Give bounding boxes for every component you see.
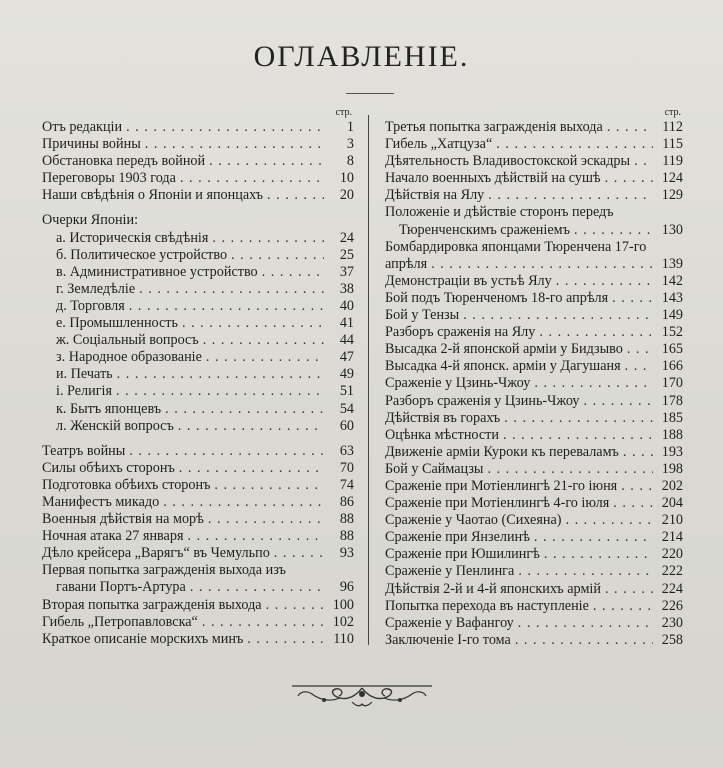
entry-label: Бой подъ Тюренченомъ 18-го апрѣля bbox=[385, 289, 609, 306]
entry-page: 165 bbox=[661, 341, 683, 358]
leader-dots bbox=[625, 358, 653, 375]
entry-label: ж. Соціальный вопросъ bbox=[56, 332, 199, 349]
leader-dots bbox=[623, 444, 653, 461]
leader-dots bbox=[518, 563, 653, 580]
toc-entry[interactable] bbox=[42, 545, 354, 562]
leader-dots bbox=[274, 545, 324, 562]
toc-entry[interactable] bbox=[385, 512, 683, 529]
entry-label: Дѣйствія въ горахъ bbox=[385, 409, 501, 426]
entry-label-line2: гавани Портъ-Артура bbox=[56, 579, 186, 596]
toc-entry[interactable] bbox=[385, 410, 683, 427]
toc-group-land bbox=[385, 273, 683, 649]
leader-dots bbox=[208, 511, 324, 528]
entry-label: Дѣятельность Владивостокской эскадры bbox=[385, 153, 631, 170]
toc-entry[interactable] bbox=[42, 349, 354, 366]
toc-entry[interactable] bbox=[385, 204, 683, 238]
toc-entry[interactable] bbox=[42, 264, 354, 281]
toc-entry[interactable] bbox=[42, 247, 354, 264]
leader-dots bbox=[627, 341, 653, 358]
entry-label-line1: Положеніе и дѣйствіе сторонъ передъ bbox=[385, 204, 614, 221]
entry-label: Театръ войны bbox=[42, 442, 126, 459]
toc-entry[interactable] bbox=[42, 136, 354, 153]
toc-entry[interactable] bbox=[385, 187, 683, 204]
toc-entry[interactable] bbox=[385, 341, 683, 358]
toc-group-war bbox=[42, 443, 354, 563]
leader-dots bbox=[206, 349, 324, 366]
leader-dots bbox=[487, 461, 653, 478]
leader-dots bbox=[126, 119, 324, 136]
entry-page: 143 bbox=[661, 289, 683, 306]
entry-page: 51 bbox=[339, 383, 354, 400]
leader-dots bbox=[231, 247, 324, 264]
entry-page: 220 bbox=[661, 546, 683, 563]
entry-label: Высадка 2-й японской арміи у Бидзыво bbox=[385, 341, 623, 358]
entry-label: Гибель „Хатцуза“ bbox=[385, 136, 493, 153]
entry-page: 86 bbox=[339, 493, 354, 510]
toc-entry[interactable] bbox=[385, 529, 683, 546]
toc-entry[interactable] bbox=[42, 170, 354, 187]
entry-label: е. Промышленность bbox=[56, 315, 178, 332]
leader-dots bbox=[262, 264, 324, 281]
entry-row bbox=[385, 222, 683, 239]
leader-dots bbox=[116, 383, 324, 400]
toc-entry[interactable] bbox=[385, 375, 683, 392]
toc-entry[interactable] bbox=[42, 281, 354, 298]
entry-page: 38 bbox=[339, 280, 354, 297]
entry-page: 152 bbox=[661, 324, 683, 341]
entry-label: Краткое описаніе морскихъ минъ bbox=[42, 630, 244, 647]
toc-entry[interactable] bbox=[385, 324, 683, 341]
leader-dots bbox=[247, 631, 324, 648]
spacer bbox=[42, 435, 354, 443]
entry-row bbox=[42, 579, 354, 596]
leader-dots bbox=[605, 170, 653, 187]
entry-label: Сраженіе при Юшилингѣ bbox=[385, 546, 540, 563]
entry-page: 202 bbox=[661, 477, 683, 494]
toc-group-war-cont bbox=[385, 119, 683, 204]
entry-label: Военныя дѣйствія на морѣ bbox=[42, 511, 204, 528]
entry-label: Третья попытка загражденія выхода bbox=[385, 119, 603, 135]
entry-label: Бой у Тензы bbox=[385, 307, 460, 324]
entry-label: Дѣйствія на Ялу bbox=[385, 187, 485, 204]
leader-dots bbox=[534, 375, 653, 392]
toc-entry[interactable] bbox=[385, 119, 683, 136]
toc-right-column bbox=[385, 106, 683, 649]
entry-page: 129 bbox=[661, 187, 683, 204]
entry-page: 100 bbox=[332, 596, 354, 613]
toc-entry[interactable] bbox=[385, 290, 683, 307]
entry-page: 139 bbox=[661, 255, 683, 272]
entry-page: 93 bbox=[339, 545, 354, 562]
entry-label: Сраженіе при Мотіенлингѣ 21-го іюня bbox=[385, 477, 618, 494]
toc-entry[interactable] bbox=[42, 230, 354, 247]
entry-page: 24 bbox=[339, 229, 354, 246]
leader-dots bbox=[165, 401, 324, 418]
page-column-label: стр. bbox=[335, 107, 352, 118]
leader-dots bbox=[612, 290, 653, 307]
toc-entry[interactable] bbox=[385, 546, 683, 563]
entry-label: в. Административное устройство bbox=[56, 263, 258, 280]
toc-entry[interactable] bbox=[385, 153, 683, 170]
entry-page: 170 bbox=[661, 375, 683, 392]
leader-dots bbox=[488, 187, 653, 204]
toc-entry[interactable] bbox=[42, 511, 354, 528]
entry-page: 88 bbox=[339, 511, 354, 528]
entry-page: 258 bbox=[661, 631, 683, 648]
toc-entry[interactable] bbox=[385, 615, 683, 632]
entry-page: 8 bbox=[346, 153, 354, 170]
entry-label: Заключеніе I-го тома bbox=[385, 631, 511, 648]
entry-page: 166 bbox=[661, 358, 683, 375]
entry-label-line1: Бомбардировка японцами Тюренчена 17-го bbox=[385, 238, 647, 255]
entry-page: 96 bbox=[339, 579, 354, 596]
entry-page: 124 bbox=[661, 170, 683, 187]
entry-page: 88 bbox=[339, 528, 354, 545]
entry-page: 44 bbox=[339, 332, 354, 349]
entry-label: Сраженіе при Янзелинѣ bbox=[385, 529, 530, 546]
entry-page: 25 bbox=[339, 246, 354, 263]
leader-dots bbox=[182, 315, 324, 332]
entry-label: Ночная атака 27 января bbox=[42, 528, 184, 545]
leader-dots bbox=[163, 494, 324, 511]
title-underline bbox=[346, 93, 394, 94]
entry-page: 226 bbox=[661, 597, 683, 614]
entry-label: і. Религія bbox=[56, 383, 112, 400]
entry-label: Силы обѣихъ сторонъ bbox=[42, 459, 175, 476]
leader-dots bbox=[496, 136, 653, 153]
entry-page: 188 bbox=[661, 426, 683, 443]
entry-page: 112 bbox=[662, 119, 683, 135]
entry-page: 214 bbox=[661, 529, 683, 546]
toc-entry[interactable] bbox=[42, 477, 354, 494]
toc-entry[interactable] bbox=[42, 298, 354, 315]
entry-label: Дѣло крейсера „Варягъ“ въ Чемульпо bbox=[42, 545, 270, 562]
toc-entry[interactable] bbox=[385, 478, 683, 495]
page-column-label: стр. bbox=[664, 107, 681, 118]
entry-page: 149 bbox=[661, 307, 683, 324]
entry-label: Гибель „Петропавловска“ bbox=[42, 613, 198, 630]
entry-label: Оцѣнка мѣстности bbox=[385, 426, 499, 443]
leader-dots bbox=[504, 410, 653, 427]
toc-entry[interactable] bbox=[385, 170, 683, 187]
toc-entry[interactable] bbox=[385, 393, 683, 410]
toc-entry[interactable] bbox=[42, 383, 354, 400]
entry-page: 60 bbox=[339, 417, 354, 434]
entry-label: д. Торговля bbox=[56, 297, 125, 314]
entry-page: 47 bbox=[339, 349, 354, 366]
toc-group-intro bbox=[42, 119, 354, 204]
toc-entry[interactable] bbox=[42, 418, 354, 435]
toc-entry[interactable] bbox=[42, 315, 354, 332]
toc-group-sea bbox=[42, 597, 354, 648]
toc-entry[interactable] bbox=[42, 597, 354, 614]
entry-page: 102 bbox=[332, 613, 354, 630]
entry-page: 37 bbox=[339, 263, 354, 280]
toc-entry[interactable] bbox=[42, 366, 354, 383]
entry-label: Манифестъ микадо bbox=[42, 493, 160, 510]
leader-dots bbox=[539, 324, 653, 341]
leader-dots bbox=[129, 443, 324, 460]
toc-entry[interactable] bbox=[42, 562, 354, 596]
leader-dots bbox=[515, 632, 653, 649]
entry-label: Разборъ сраженія у Цзинь-Чжоу bbox=[385, 392, 580, 409]
entry-label: Попытка перехода въ наступленіе bbox=[385, 597, 589, 614]
toc-entry[interactable] bbox=[42, 153, 354, 170]
entry-label: Сраженіе у Вафангоу bbox=[385, 614, 514, 631]
leader-dots bbox=[117, 366, 324, 383]
toc-entry[interactable] bbox=[42, 614, 354, 631]
entry-page: 63 bbox=[339, 442, 354, 459]
leader-dots bbox=[202, 614, 324, 631]
entry-row bbox=[385, 256, 683, 273]
toc-entry[interactable] bbox=[385, 563, 683, 580]
leader-dots bbox=[503, 427, 653, 444]
entry-label: а. Историческія свѣдѣнія bbox=[56, 229, 209, 246]
leader-dots bbox=[518, 615, 653, 632]
entry-page: 119 bbox=[662, 153, 683, 170]
leader-dots bbox=[634, 153, 653, 170]
toc-entry[interactable] bbox=[42, 528, 354, 545]
entry-label: Переговоры 1903 года bbox=[42, 170, 176, 187]
entry-label: Обстановка передъ войной bbox=[42, 153, 206, 170]
leader-dots bbox=[605, 581, 653, 598]
toc-entry[interactable] bbox=[385, 136, 683, 153]
entry-page: 198 bbox=[661, 460, 683, 477]
toc-entry[interactable] bbox=[385, 598, 683, 615]
entry-label: Бой у Саймацзы bbox=[385, 460, 484, 477]
leader-dots bbox=[593, 598, 653, 615]
toc-entry[interactable] bbox=[385, 461, 683, 478]
leader-dots bbox=[145, 136, 324, 153]
leader-dots bbox=[214, 477, 324, 494]
ornament-flourish bbox=[290, 680, 434, 710]
entry-label: л. Женскій вопросъ bbox=[56, 417, 174, 434]
entry-label: Наши свѣдѣнія о Японіи и японцахъ bbox=[42, 187, 264, 204]
entry-page: 110 bbox=[333, 630, 354, 647]
leader-dots bbox=[565, 512, 653, 529]
entry-page: 224 bbox=[661, 580, 683, 597]
entry-page: 185 bbox=[661, 409, 683, 426]
entry-page: 178 bbox=[661, 392, 683, 409]
leader-dots bbox=[266, 597, 324, 614]
entry-label: з. Народное образованіе bbox=[56, 349, 202, 366]
toc-left-column bbox=[42, 106, 354, 648]
entry-label-line1: Первая попытка загражденія выхода изъ bbox=[42, 562, 286, 579]
entry-page: 142 bbox=[661, 272, 683, 289]
entry-page: 193 bbox=[661, 443, 683, 460]
toc-entry[interactable] bbox=[42, 187, 354, 204]
toc-entry[interactable] bbox=[42, 460, 354, 477]
section-heading: Очерки Японіи: bbox=[42, 212, 139, 229]
entry-label: Отъ редакціи bbox=[42, 119, 123, 135]
leader-dots bbox=[129, 298, 324, 315]
toc-entry[interactable] bbox=[42, 631, 354, 648]
toc-group-japan bbox=[42, 230, 354, 435]
entry-label: Начало военныхъ дѣйствій на сушѣ bbox=[385, 170, 601, 187]
entry-label: б. Политическое устройство bbox=[56, 246, 228, 263]
entry-page: 210 bbox=[661, 512, 683, 529]
entry-label: и. Печать bbox=[56, 366, 113, 383]
entry-page: 130 bbox=[661, 221, 683, 238]
entry-page: 40 bbox=[339, 297, 354, 314]
page-title: ОГЛАВЛЕНІЕ. bbox=[253, 40, 470, 73]
leader-dots bbox=[556, 273, 653, 290]
leader-dots bbox=[463, 307, 653, 324]
entry-label: Подготовка обѣихъ сторонъ bbox=[42, 476, 211, 493]
leader-dots bbox=[203, 332, 324, 349]
leader-dots bbox=[613, 495, 653, 512]
leader-dots bbox=[607, 119, 653, 136]
leader-dots bbox=[187, 528, 324, 545]
entry-page: 70 bbox=[339, 459, 354, 476]
entry-label-line2: апрѣля bbox=[385, 255, 428, 272]
entry-page: 74 bbox=[339, 476, 354, 493]
entry-label: Вторая попытка загражденія выхода bbox=[42, 596, 262, 613]
entry-page: 230 bbox=[661, 614, 683, 631]
toc-entry[interactable] bbox=[42, 119, 354, 136]
leader-dots bbox=[574, 222, 653, 239]
entry-label: Демонстраціи въ устьѣ Ялу bbox=[385, 272, 552, 289]
leader-dots bbox=[431, 256, 653, 273]
leader-dots bbox=[212, 230, 324, 247]
toc-entry[interactable] bbox=[42, 332, 354, 349]
entry-label-line2: Тюренченскимъ сраженіемъ bbox=[399, 221, 570, 238]
toc-entry[interactable] bbox=[42, 401, 354, 418]
toc-entry[interactable] bbox=[385, 273, 683, 290]
entry-page: 54 bbox=[339, 400, 354, 417]
entry-label: Причины войны bbox=[42, 136, 141, 153]
toc-entry[interactable] bbox=[385, 307, 683, 324]
entry-label: Сраженіе при Мотіенлингѣ 4-го іюля bbox=[385, 495, 610, 512]
entry-label: Движеніе арміи Куроки къ переваламъ bbox=[385, 443, 619, 460]
leader-dots bbox=[178, 418, 324, 435]
leader-dots bbox=[583, 393, 653, 410]
leader-dots bbox=[179, 460, 324, 477]
entry-label: Сраженіе у Чаотао (Сихеяна) bbox=[385, 512, 562, 529]
entry-label: Разборъ сраженія на Ялу bbox=[385, 324, 536, 341]
entry-label: г. Земледѣліе bbox=[56, 280, 136, 297]
toc-entry[interactable] bbox=[42, 494, 354, 511]
entry-label: к. Бытъ японцевъ bbox=[56, 400, 162, 417]
entry-page: 115 bbox=[662, 136, 683, 153]
entry-label: Сраженіе у Цзинь-Чжоу bbox=[385, 375, 531, 392]
leader-dots bbox=[544, 546, 653, 563]
leader-dots bbox=[180, 170, 324, 187]
toc-entry[interactable] bbox=[385, 632, 683, 649]
toc-entry[interactable] bbox=[385, 427, 683, 444]
entry-page: 49 bbox=[339, 366, 354, 383]
entry-page: 204 bbox=[661, 495, 683, 512]
leader-dots bbox=[139, 281, 324, 298]
leader-dots bbox=[267, 187, 324, 204]
toc-entry[interactable] bbox=[42, 443, 354, 460]
toc-entry[interactable] bbox=[385, 444, 683, 461]
toc-entry[interactable] bbox=[385, 495, 683, 512]
spacer bbox=[42, 204, 354, 212]
entry-page: 222 bbox=[661, 563, 683, 580]
column-divider bbox=[368, 115, 369, 645]
entry-label: Высадка 4-й японск. арміи у Дагушаня bbox=[385, 358, 621, 375]
leader-dots bbox=[190, 579, 324, 596]
leader-dots bbox=[209, 153, 324, 170]
entry-label: Сраженіе у Пенлинга bbox=[385, 563, 515, 580]
entry-page: 20 bbox=[339, 187, 354, 204]
toc-entry[interactable] bbox=[385, 581, 683, 598]
entry-label: Дѣйствія 2-й и 4-й японскихъ армій bbox=[385, 580, 601, 597]
entry-page: 41 bbox=[339, 315, 354, 332]
entry-page: 1 bbox=[346, 119, 354, 135]
toc-entry[interactable] bbox=[385, 239, 683, 273]
leader-dots bbox=[534, 529, 653, 546]
toc-entry[interactable] bbox=[385, 358, 683, 375]
leader-dots bbox=[621, 478, 653, 495]
entry-page: 10 bbox=[339, 170, 354, 187]
entry-page: 3 bbox=[346, 136, 354, 153]
